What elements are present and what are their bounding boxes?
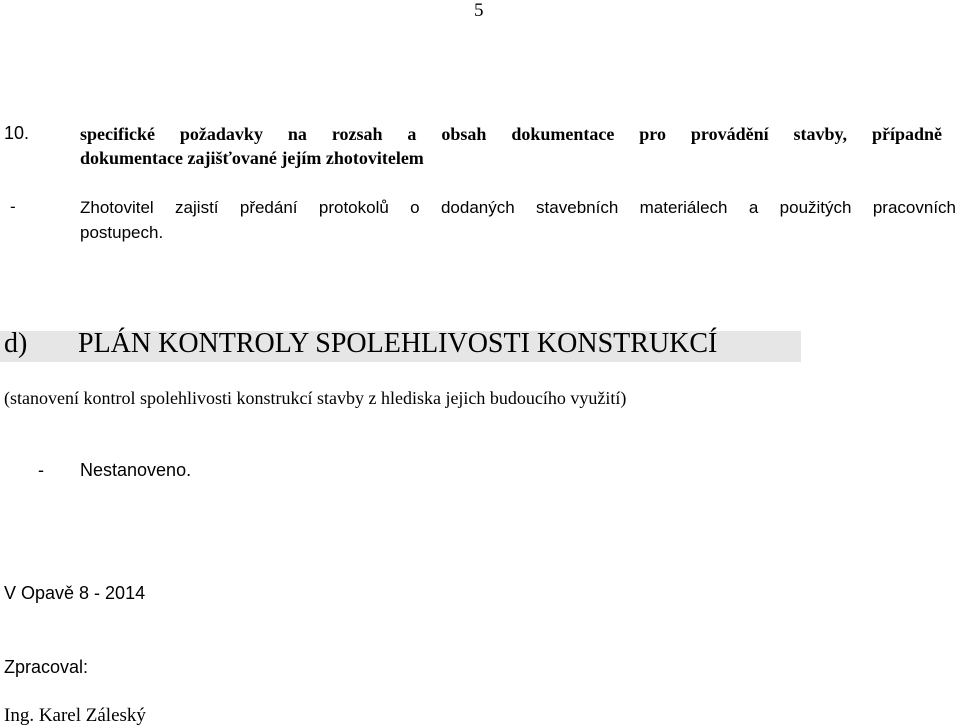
author-name: Ing. Karel Záleský [4, 705, 146, 726]
prepared-by-label: Zpracoval: [4, 657, 89, 677]
bullet-text-line-1: Zhotovitel zajistí předání protokolů o dodaných stavebních materiálech a použitých pracovních [80, 198, 956, 217]
page-number: 5 [474, 0, 484, 21]
section-number: 10. [4, 123, 30, 143]
heading-title: PLÁN KONTROLY SPOLEHLIVOSTI KONSTRUKCÍ [78, 328, 718, 359]
section-title-line-1: specifické požadavky na rozsah a obsah dokumentace pro provádění stavby, případně [80, 124, 942, 144]
place-date: V Opavě 8 - 2014 [4, 583, 146, 603]
bullet-text: Nestanoveno. [80, 460, 192, 480]
heading-letter: d) [4, 328, 28, 359]
heading-subtitle: (stanovení kontrol spolehlivosti konstrukcí stavby z hlediska jejich budoucího využití) [4, 388, 627, 408]
section-title-line-2: dokumentace zajišťované jejím zhotovitelem [80, 148, 424, 168]
bullet-dash: - [10, 197, 16, 216]
bullet-text-line-2: postupech. [80, 223, 164, 242]
bullet-dash: - [38, 460, 44, 480]
